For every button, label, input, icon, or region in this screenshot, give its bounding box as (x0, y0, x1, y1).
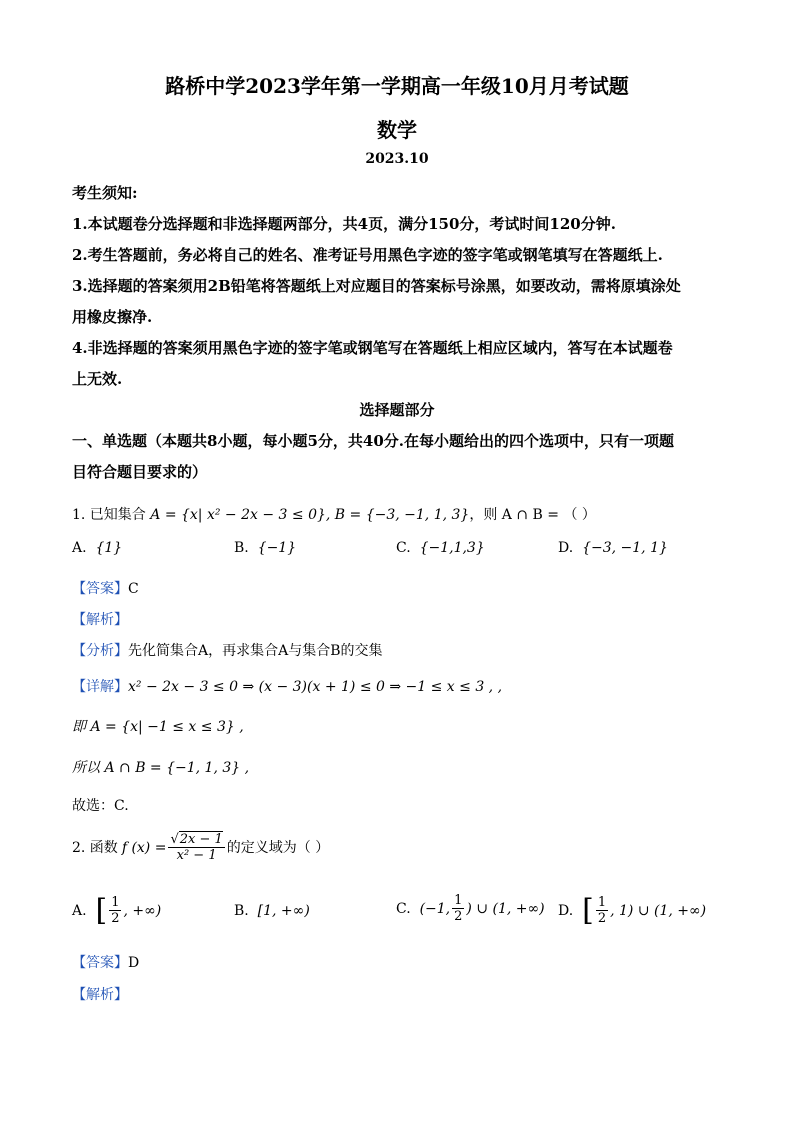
q1-conclusion: 故选：C. (72, 798, 129, 814)
q1-step-2: 即 A = {x| −1 ≤ x ≤ 3} , (72, 719, 244, 735)
q2-option-b: B. [1, +∞) (234, 903, 310, 919)
q2-option-d: D. [ $\frac{1}{2}$ , 1) ∪ (1, +∞) (558, 893, 707, 928)
q2-fraction: $\frac{√2x - 1}{\text{x² − 1}}$ (170, 832, 223, 863)
q1-option-d: D. {−3, −1, 1} (558, 540, 668, 556)
section-title: 选择题部分 (359, 401, 435, 419)
q2-answer: 【答案】D (72, 955, 140, 971)
notice-item-2: 2.考生答题前，务必将自己的姓名、准考证号用黑色字迹的签字笔或钢笔填写在答题纸上. (72, 246, 663, 264)
q1-option-b: B. {−1} (234, 540, 297, 556)
q1-fenxi: 【分析】先化简集合A，再求集合A与集合B的交集 (72, 643, 383, 659)
q2-option-a: A. [ $\frac{1}{2}$ , +∞) (72, 893, 162, 928)
exam-title: 路桥中学2023学年第一学期高一年级10月月考试题 (165, 74, 629, 98)
q2-prefix: 2. 函数 (72, 839, 118, 856)
notice-item-1: 1.本试题卷分选择题和非选择题两部分，共4页，满分150分，考试时间120分钟. (72, 215, 616, 233)
q2-numerator: 2x − 1 (179, 832, 223, 847)
notice-item-3b: 用橡皮擦净. (72, 308, 153, 326)
q1-answer: 【答案】C (72, 581, 139, 597)
q1-set-b: , B = {−3, −1, 1, 3} (325, 507, 470, 523)
q2-denominator: x² − 1 (176, 848, 217, 863)
question-1-stem (72, 505, 596, 525)
q2-suffix: 的定义域为（ ） (226, 839, 330, 856)
notice-item-4a: 4.非选择题的答案须用黑色字迹的签字笔或钢笔写在答题纸上相应区域内，答写在本试题卷 (72, 339, 673, 357)
q1-option-c: C. {−1,1,3} (396, 540, 485, 556)
q1-set-a: A = {x| x² − 2x − 3 ≤ 0} (150, 507, 326, 523)
section-heading-b: 目符合题目要求的） (72, 463, 208, 481)
notice-item-3a: 3.选择题的答案须用2B铅笔将答题纸上对应题目的答案标号涂黑，如要改动，需将原填涂处 (72, 277, 681, 295)
q2-option-c: C. (−1, $\frac{1}{2}$ ) ∪ (1, +∞) (396, 893, 545, 924)
section-heading-a: 一、单选题（本题共8小题，每小题5分，共40分.在每小题给出的四个选项中，只有一项题 (72, 432, 674, 450)
notice-item-4b: 上无效. (72, 370, 123, 388)
exam-date: 2023.10 (365, 151, 429, 167)
subject-title: 数学 (377, 118, 417, 142)
q2-fx: f (x) = (121, 839, 167, 856)
q1-ask: ，则 A ∩ B = （ ） (469, 507, 596, 523)
q1-step-3: 所以 A ∩ B = {−1, 1, 3} , (72, 760, 250, 776)
q1-xiangjie: 【详解】x² − 2x − 3 ≤ 0 ⇒ (x − 3)(x + 1) ≤ 0 ⇒ −1 ≤ x ≤ 3 , , (72, 679, 503, 695)
q1-prefix: 1. 已知集合 (72, 507, 146, 523)
q1-option-a: A. {1} (72, 540, 123, 556)
q2-analysis-tag: 【解析】 (72, 987, 128, 1003)
q1-analysis-tag: 【解析】 (72, 612, 128, 628)
notice-heading: 考生须知: (72, 184, 138, 202)
question-2-stem (72, 832, 329, 863)
